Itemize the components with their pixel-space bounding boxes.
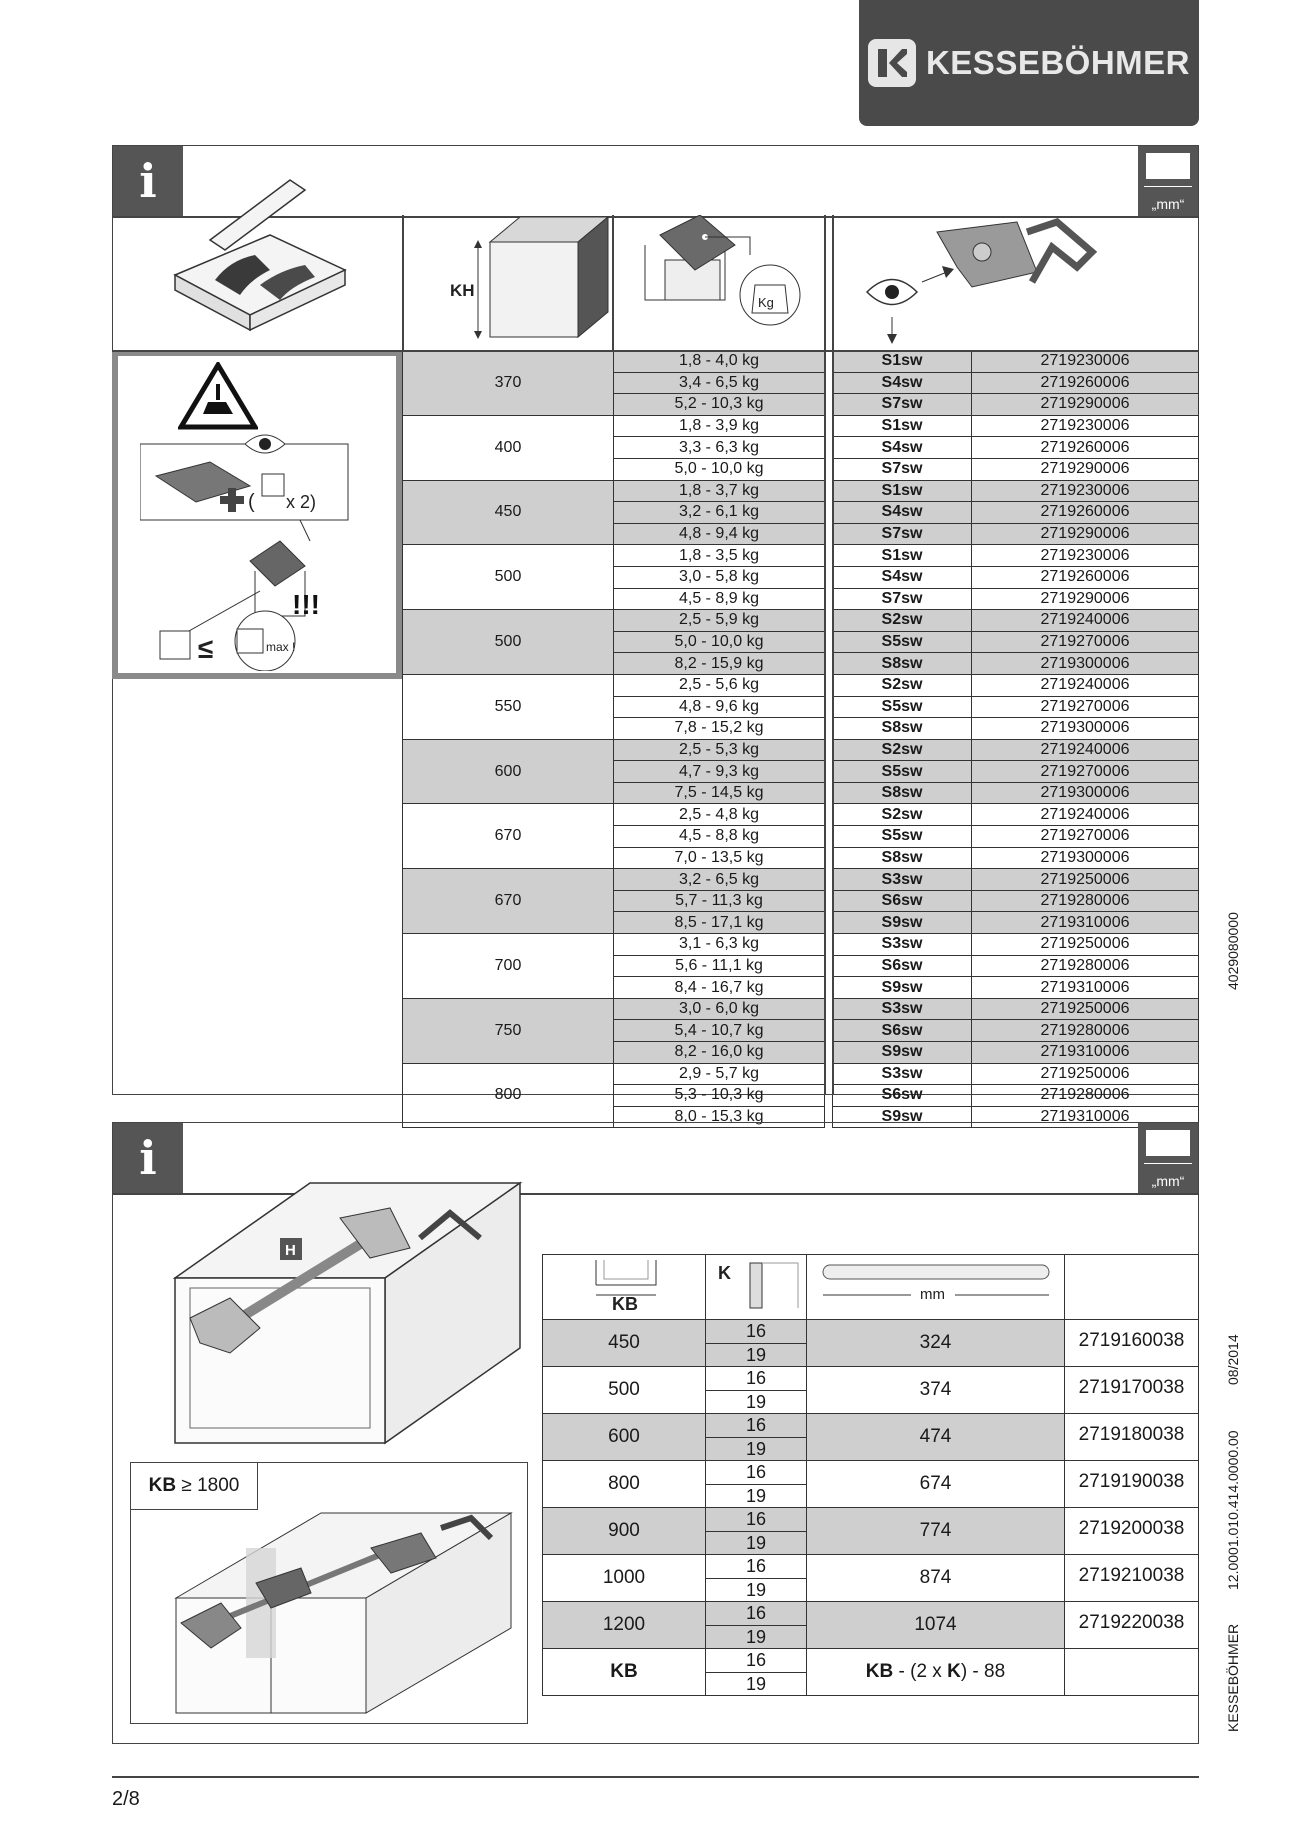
k-value: 16 [706, 1367, 807, 1391]
article-row [833, 1063, 1199, 1085]
mm-value [807, 1649, 1065, 1696]
crossbar-code: 2719210038 [1065, 1555, 1199, 1602]
article-row [833, 415, 1199, 437]
eye-inspect-lift-icon [862, 212, 1097, 347]
article-number-table [832, 350, 1199, 1128]
flap-weight-icon [640, 215, 810, 340]
article-row [833, 934, 1199, 956]
article-row [833, 394, 1199, 416]
article-code: 2719300006 [972, 718, 1199, 740]
article-row [833, 545, 1199, 567]
kb-value: 800 [543, 1461, 706, 1508]
lift-type: S4sw [833, 437, 972, 459]
lift-type: S9sw [833, 1106, 972, 1128]
load-range: 3,0 - 6,0 kg [614, 998, 825, 1020]
load-row [403, 739, 825, 761]
mm-value: 774 [807, 1508, 1065, 1555]
lift-type: S8sw [833, 847, 972, 869]
load-range: 4,7 - 9,3 kg [614, 761, 825, 783]
info-icon: i [113, 1123, 183, 1193]
mounting-steps-illustration [140, 426, 380, 671]
load-row [403, 351, 825, 373]
load-range: 2,9 - 5,7 kg [614, 1063, 825, 1085]
load-range: 8,4 - 16,7 kg [614, 977, 825, 999]
lift-type: S9sw [833, 912, 972, 934]
lift-type: S2sw [833, 804, 972, 826]
mm-value: 474 [807, 1414, 1065, 1461]
article-row [833, 523, 1199, 545]
lift-type: S5sw [833, 761, 972, 783]
crossbar-code: 2719190038 [1065, 1461, 1199, 1508]
load-range: 5,6 - 11,1 kg [614, 955, 825, 977]
article-code: 2719270006 [972, 631, 1199, 653]
load-range: 3,0 - 5,8 kg [614, 566, 825, 588]
cabinet-with-crossbar-illustration [170, 1178, 530, 1458]
code-header-cell [1065, 1255, 1199, 1320]
wide-cabinet-box [130, 1462, 528, 1724]
crossbar-code: 2719160038 [1065, 1320, 1199, 1367]
load-range: 1,8 - 4,0 kg [614, 351, 825, 373]
load-range: 3,1 - 6,3 kg [614, 934, 825, 956]
svg-text:(: ( [248, 491, 255, 513]
article-row [833, 718, 1199, 740]
lift-type: S5sw [833, 631, 972, 653]
load-range: 4,8 - 9,4 kg [614, 523, 825, 545]
load-row [403, 998, 825, 1020]
lift-type: S3sw [833, 1063, 972, 1085]
company-name: KESSEBÖHMER [1225, 1623, 1241, 1732]
article-row [833, 739, 1199, 761]
wide-cabinet-illustration [171, 1508, 521, 1718]
load-range: 1,8 - 3,9 kg [614, 415, 825, 437]
load-row [403, 415, 825, 437]
article-code: 2719280006 [972, 1020, 1199, 1042]
article-code: 2719290006 [972, 523, 1199, 545]
doc-date: 08/2014 [1225, 1334, 1241, 1385]
article-row [833, 890, 1199, 912]
kb-value: 500 [543, 1367, 706, 1414]
load-range: 3,2 - 6,5 kg [614, 869, 825, 891]
mm-value: 874 [807, 1555, 1065, 1602]
crush-hazard-icon [178, 362, 258, 430]
load-row [403, 674, 825, 696]
kh-value: 800 [403, 1063, 614, 1128]
k-value: 16 [706, 1461, 807, 1485]
crossbar-code: 2719180038 [1065, 1414, 1199, 1461]
k-value: 16 [706, 1555, 807, 1579]
kb-header-cell [543, 1255, 706, 1320]
load-row [403, 934, 825, 956]
article-code: 2719250006 [972, 934, 1199, 956]
load-range: 8,0 - 15,3 kg [614, 1106, 825, 1128]
kb-value: 450 [543, 1320, 706, 1367]
article-row [833, 653, 1199, 675]
lift-type: S3sw [833, 998, 972, 1020]
kh-value: 400 [403, 415, 614, 480]
article-code: 2719230006 [972, 480, 1199, 502]
kb-value: KB [543, 1649, 706, 1696]
k-value: 19 [706, 1625, 807, 1649]
article-code: 2719250006 [972, 869, 1199, 891]
kh-value: 700 [403, 934, 614, 999]
formula-part: K [947, 1661, 961, 1682]
article-code: 2719240006 [972, 674, 1199, 696]
kh-value: 670 [403, 804, 614, 869]
kb-value: 1200 [543, 1602, 706, 1649]
k-logo-icon [868, 39, 916, 87]
crossbar-row [543, 1602, 1199, 1626]
lift-type: S2sw [833, 674, 972, 696]
k-value: 16 [706, 1414, 807, 1438]
article-row [833, 566, 1199, 588]
formula-part: KB [865, 1661, 894, 1682]
k-value: 19 [706, 1343, 807, 1367]
article-row [833, 631, 1199, 653]
lift-type: S9sw [833, 1042, 972, 1064]
crossbar-code: 2719220038 [1065, 1602, 1199, 1649]
load-range: 3,3 - 6,3 kg [614, 437, 825, 459]
article-row [833, 1020, 1199, 1042]
brand-name: KESSEBÖHMER [925, 44, 1191, 81]
svg-text:Kg: Kg [758, 295, 774, 310]
article-row [833, 1085, 1199, 1107]
lift-type: S8sw [833, 718, 972, 740]
article-row [833, 437, 1199, 459]
load-range: 5,0 - 10,0 kg [614, 631, 825, 653]
mm-unit-icon: „mm“ [1138, 146, 1198, 216]
crossbar-row [543, 1508, 1199, 1532]
load-range: 8,2 - 15,9 kg [614, 653, 825, 675]
kb-value: 600 [543, 1414, 706, 1461]
load-row [403, 804, 825, 826]
load-range: 5,2 - 10,3 kg [614, 394, 825, 416]
mm-value: 1074 [807, 1602, 1065, 1649]
load-range: 2,5 - 5,9 kg [614, 610, 825, 632]
article-code: 2719270006 [972, 826, 1199, 848]
load-range: 2,5 - 5,3 kg [614, 739, 825, 761]
brand-logo [859, 0, 1199, 126]
article-code: 2719240006 [972, 804, 1199, 826]
article-code: 2719240006 [972, 610, 1199, 632]
kh-value: 500 [403, 610, 614, 675]
k-value: 16 [706, 1649, 807, 1673]
load-range: 7,8 - 15,2 kg [614, 718, 825, 740]
load-range: 2,5 - 4,8 kg [614, 804, 825, 826]
crossbar-row [543, 1414, 1199, 1438]
footer-rule [112, 1776, 1199, 1778]
article-row [833, 696, 1199, 718]
kh-value: 600 [403, 739, 614, 804]
load-row [403, 869, 825, 891]
kb-value: 1000 [543, 1555, 706, 1602]
kb-note: KB ≥ 1800 [131, 1463, 258, 1510]
k-header-cell [706, 1255, 807, 1320]
doc-ref: 12.0001.010.414.0000.00 [1225, 1430, 1241, 1590]
crossbar-row [543, 1555, 1199, 1579]
k-value: 19 [706, 1390, 807, 1414]
load-row [403, 610, 825, 632]
formula-part: - (2 x [893, 1661, 948, 1682]
svg-text:max !: max ! [266, 640, 296, 654]
kh-value: 670 [403, 869, 614, 934]
lift-type: S1sw [833, 351, 972, 373]
article-code: 2719280006 [972, 955, 1199, 977]
article-code: 2719230006 [972, 545, 1199, 567]
kh-value: 550 [403, 674, 614, 739]
svg-text:≤: ≤ [198, 633, 214, 664]
formula-part: ) - 88 [960, 1661, 1006, 1682]
article-code: 2719260006 [972, 566, 1199, 588]
kh-value: 370 [403, 351, 614, 416]
load-range: 7,5 - 14,5 kg [614, 782, 825, 804]
lift-type: S7sw [833, 523, 972, 545]
load-row [403, 1063, 825, 1085]
lift-type: S6sw [833, 890, 972, 912]
article-row [833, 782, 1199, 804]
opening-force-table [402, 350, 825, 1128]
article-code: 2719300006 [972, 782, 1199, 804]
article-row [833, 372, 1199, 394]
lift-type: S3sw [833, 869, 972, 891]
load-range: 3,2 - 6,1 kg [614, 502, 825, 524]
k-value: 16 [706, 1508, 807, 1532]
lift-type: S4sw [833, 502, 972, 524]
article-code: 2719280006 [972, 1085, 1199, 1107]
k-value: 19 [706, 1531, 807, 1555]
load-range: 8,2 - 16,0 kg [614, 1042, 825, 1064]
load-range: 1,8 - 3,7 kg [614, 480, 825, 502]
article-code: 2719310006 [972, 977, 1199, 999]
lift-type: S8sw [833, 782, 972, 804]
article-code: 2719270006 [972, 761, 1199, 783]
k-value: 19 [706, 1578, 807, 1602]
crossbar-row [543, 1461, 1199, 1485]
load-range: 5,4 - 10,7 kg [614, 1020, 825, 1042]
article-row [833, 847, 1199, 869]
load-row [403, 545, 825, 567]
kh-value: 750 [403, 998, 614, 1063]
article-row [833, 955, 1199, 977]
load-range: 8,5 - 17,1 kg [614, 912, 825, 934]
svg-text:KB: KB [612, 1294, 638, 1313]
load-range: 5,0 - 10,0 kg [614, 458, 825, 480]
kh-value: 450 [403, 480, 614, 545]
load-range: 2,5 - 5,6 kg [614, 674, 825, 696]
info-icon: i [113, 146, 183, 216]
article-row [833, 610, 1199, 632]
article-row [833, 998, 1199, 1020]
cabinet-height-icon [448, 212, 618, 342]
mm-value: 324 [807, 1320, 1065, 1367]
article-code: 2719280006 [972, 890, 1199, 912]
article-row [833, 761, 1199, 783]
packaged-fittings-illustration [170, 175, 350, 345]
article-row [833, 502, 1199, 524]
k-value: 19 [706, 1484, 807, 1508]
article-code: 2719290006 [972, 588, 1199, 610]
article-row [833, 351, 1199, 373]
article-code: 2719310006 [972, 1106, 1199, 1128]
article-row [833, 588, 1199, 610]
lift-type: S8sw [833, 653, 972, 675]
svg-text:!!!: !!! [292, 589, 320, 620]
lift-type: S7sw [833, 394, 972, 416]
load-range: 5,7 - 11,3 kg [614, 890, 825, 912]
article-code: 2719250006 [972, 998, 1199, 1020]
lift-type: S6sw [833, 1020, 972, 1042]
article-code: 2719260006 [972, 372, 1199, 394]
lift-type: S6sw [833, 955, 972, 977]
lift-type: S7sw [833, 588, 972, 610]
article-code: 2719230006 [972, 415, 1199, 437]
article-code: 2719290006 [972, 394, 1199, 416]
article-row [833, 458, 1199, 480]
article-code: 2719250006 [972, 1063, 1199, 1085]
kh-value: 500 [403, 545, 614, 610]
k-value: 16 [706, 1602, 807, 1626]
page-number: 2/8 [112, 1788, 140, 1810]
lift-type: S3sw [833, 934, 972, 956]
load-range: 4,5 - 8,9 kg [614, 588, 825, 610]
article-row [833, 1042, 1199, 1064]
lift-type: S5sw [833, 696, 972, 718]
article-row [833, 977, 1199, 999]
load-range: 3,4 - 6,5 kg [614, 372, 825, 394]
article-row [833, 912, 1199, 934]
crossbar-code: 2719170038 [1065, 1367, 1199, 1414]
article-code: 2719230006 [972, 351, 1199, 373]
svg-text:H: H [285, 1242, 296, 1259]
article-code: 2719260006 [972, 502, 1199, 524]
lift-type: S6sw [833, 1085, 972, 1107]
lift-type: S4sw [833, 372, 972, 394]
lift-type: S1sw [833, 480, 972, 502]
article-code: 2719310006 [972, 1042, 1199, 1064]
lift-type: S1sw [833, 545, 972, 567]
load-range: 4,5 - 8,8 kg [614, 826, 825, 848]
crossbar-code: 2719200038 [1065, 1508, 1199, 1555]
article-code: 2719240006 [972, 739, 1199, 761]
lift-type: S9sw [833, 977, 972, 999]
load-row [403, 480, 825, 502]
svg-text:KH: KH [450, 281, 475, 300]
load-range: 4,8 - 9,6 kg [614, 696, 825, 718]
article-row [833, 826, 1199, 848]
mm-value: 674 [807, 1461, 1065, 1508]
k-value: 16 [706, 1320, 807, 1344]
mm-value: 374 [807, 1367, 1065, 1414]
crossbar-row [543, 1649, 1199, 1673]
lift-type: S7sw [833, 458, 972, 480]
mm-header-cell [807, 1255, 1065, 1320]
crossbar-code [1065, 1649, 1199, 1696]
crossbar-row [543, 1320, 1199, 1344]
article-row [833, 674, 1199, 696]
kb-value: 900 [543, 1508, 706, 1555]
crossbar-row [543, 1367, 1199, 1391]
svg-text:x 2): x 2) [286, 492, 317, 512]
article-code: 2719290006 [972, 458, 1199, 480]
mm-unit-icon: „mm“ [1138, 1123, 1198, 1193]
article-row [833, 804, 1199, 826]
lift-type: S5sw [833, 826, 972, 848]
svg-text:K: K [718, 1263, 731, 1283]
lift-type: S4sw [833, 566, 972, 588]
lift-type: S2sw [833, 739, 972, 761]
svg-text:mm: mm [919, 1286, 945, 1303]
article-code: 2719300006 [972, 653, 1199, 675]
doc-code: 4029080000 [1225, 912, 1241, 990]
article-row [833, 480, 1199, 502]
load-range: 1,8 - 3,5 kg [614, 545, 825, 567]
article-code: 2719270006 [972, 696, 1199, 718]
load-range: 5,3 - 10,3 kg [614, 1085, 825, 1107]
article-code: 2719310006 [972, 912, 1199, 934]
k-value: 19 [706, 1437, 807, 1461]
crossbar-length-table [542, 1254, 1199, 1696]
lift-type: S2sw [833, 610, 972, 632]
k-value: 19 [706, 1672, 807, 1696]
article-row [833, 869, 1199, 891]
load-range: 7,0 - 13,5 kg [614, 847, 825, 869]
lift-type: S1sw [833, 415, 972, 437]
article-code: 2719300006 [972, 847, 1199, 869]
article-code: 2719260006 [972, 437, 1199, 459]
warning-box [112, 350, 402, 679]
